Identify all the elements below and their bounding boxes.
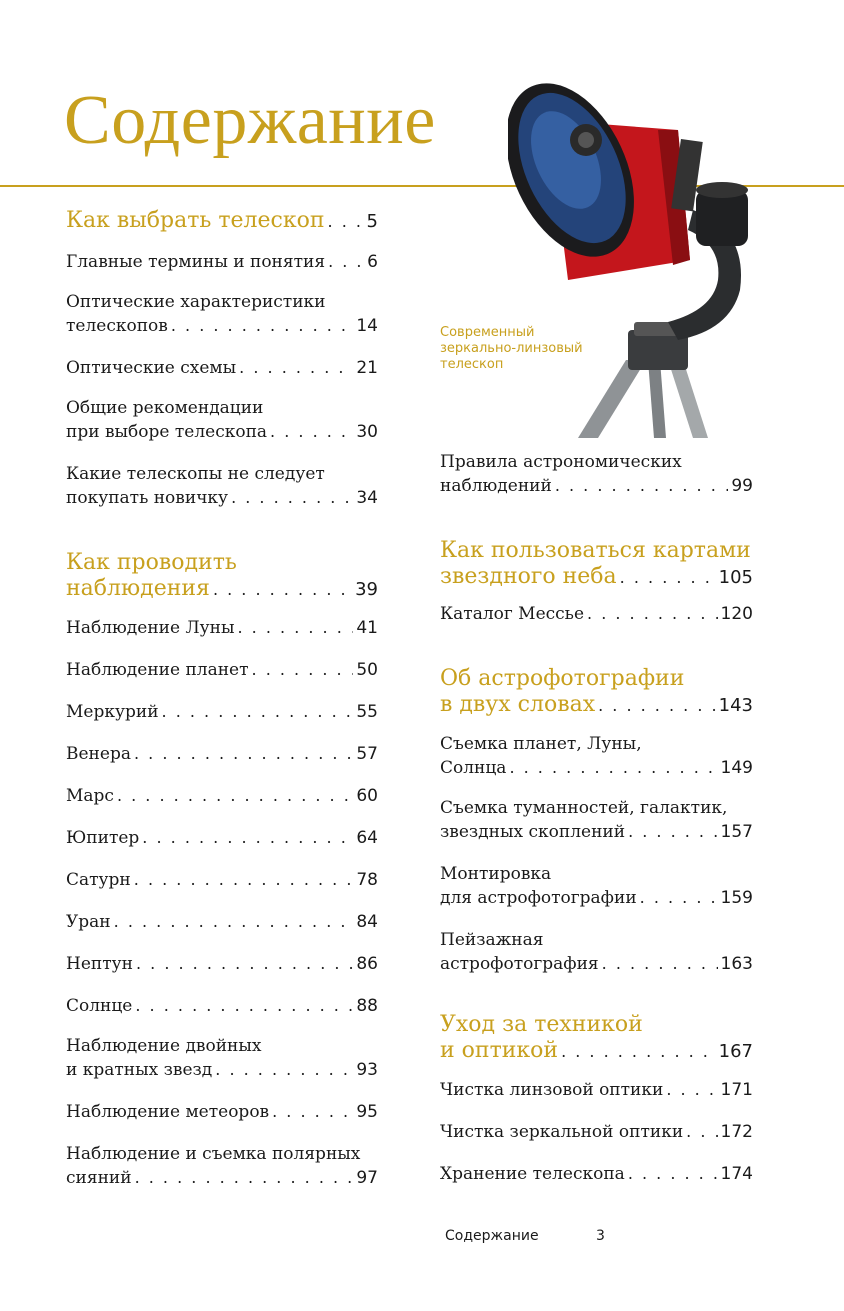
toc-entry-title: Уход за техникой (440, 1012, 643, 1037)
toc-section[interactable] (66, 208, 378, 235)
toc-section[interactable] (440, 538, 753, 591)
dot-leader (587, 602, 718, 626)
dot-leader (162, 700, 354, 724)
toc-entry-title: звездных скоплений (440, 822, 626, 842)
toc-entry[interactable] (66, 868, 378, 892)
toc-entry-title: Юпитер (66, 828, 140, 848)
toc-page-number: 105 (718, 567, 753, 588)
dot-leader (272, 1100, 353, 1124)
toc-entry-title: наблюдений (440, 476, 552, 496)
toc-entry-title: Солнце (66, 996, 133, 1016)
dot-leader (509, 756, 717, 780)
running-footer: Содержание (445, 1228, 539, 1244)
dot-leader (215, 1058, 353, 1082)
dot-leader (213, 577, 352, 603)
toc-section[interactable] (440, 666, 753, 719)
toc-entry[interactable] (440, 796, 753, 844)
toc-entry-title: сияний (66, 1168, 132, 1188)
toc-entry[interactable] (66, 462, 378, 510)
caption-line: зеркально-линзовый (440, 341, 583, 356)
toc-entry-title: Нептун (66, 954, 133, 974)
dot-leader (114, 910, 354, 934)
toc-page-number: 21 (356, 358, 378, 378)
toc-entry-title: Оптические схемы (66, 358, 237, 378)
toc-entry-title: покупать новичку (66, 488, 229, 508)
dot-leader (135, 994, 353, 1018)
dot-leader (252, 658, 354, 682)
page-title: Содержание (64, 82, 436, 159)
dot-leader (134, 868, 354, 892)
toc-entry-title: Какие телескопы не следует (66, 464, 325, 484)
toc-section[interactable] (440, 1012, 753, 1065)
toc-entry[interactable] (440, 450, 753, 498)
toc-entry[interactable] (66, 396, 378, 444)
dot-leader (134, 742, 353, 766)
toc-entry-title: Как пользоваться картами (440, 538, 751, 563)
toc-page-number: 159 (720, 888, 753, 908)
toc-entry[interactable] (66, 616, 378, 640)
toc-entry-title: Оптические характеристики (66, 292, 326, 312)
toc-entry-title: в двух словах (440, 692, 596, 717)
toc-page-number: 149 (720, 758, 753, 778)
toc-page-number: 14 (356, 316, 378, 336)
toc-entry-title: Чистка линзовой оптики (440, 1080, 664, 1100)
toc-page-number: 172 (720, 1122, 753, 1142)
toc-entry[interactable] (440, 1162, 753, 1186)
toc-entry[interactable] (440, 602, 753, 626)
toc-entry-title: Наблюдение планет (66, 660, 249, 680)
toc-entry-title: Наблюдение метеоров (66, 1102, 270, 1122)
toc-entry[interactable] (440, 1078, 753, 1102)
toc-page-number: 84 (356, 912, 378, 932)
dot-leader (598, 693, 716, 719)
toc-entry-title: Хранение телескопа (440, 1164, 625, 1184)
toc-entry-title: Меркурий (66, 702, 159, 722)
toc-page-number: 157 (720, 822, 753, 842)
toc-entry-title: Каталог Мессье (440, 604, 585, 624)
toc-entry[interactable] (440, 732, 753, 780)
toc-entry[interactable] (66, 356, 378, 380)
toc-page-number: 64 (356, 828, 378, 848)
toc-entry[interactable] (66, 826, 378, 850)
photo-caption (440, 325, 610, 373)
toc-entry[interactable] (66, 994, 378, 1018)
toc-page-number: 95 (356, 1102, 378, 1122)
toc-entry[interactable] (440, 862, 753, 910)
toc-entry[interactable] (440, 928, 753, 976)
dot-leader (686, 1120, 717, 1144)
caption-line: телескоп (440, 357, 504, 372)
toc-section[interactable] (66, 550, 378, 603)
toc-page-number: 5 (366, 211, 378, 232)
toc-entry-title: для астрофотографии (440, 888, 637, 908)
caption-line: Современный (440, 325, 535, 340)
toc-entry[interactable] (66, 1142, 378, 1190)
toc-entry-title: Марс (66, 786, 114, 806)
dot-leader (328, 250, 364, 274)
page-number: 3 (596, 1228, 605, 1244)
dot-leader (270, 420, 353, 444)
toc-entry-title: при выборе телескопа (66, 422, 268, 442)
toc-page-number: 57 (356, 744, 378, 764)
toc-entry-title: Венера (66, 744, 131, 764)
toc-entry[interactable] (66, 250, 378, 274)
dot-leader (171, 314, 354, 338)
dot-leader (328, 209, 364, 235)
toc-entry[interactable] (440, 1120, 753, 1144)
dot-leader (602, 952, 718, 976)
toc-page-number: 99 (731, 476, 753, 496)
toc-entry-title: Главные термины и понятия (66, 252, 326, 272)
dot-leader (135, 1166, 354, 1190)
toc-page-number: 78 (356, 870, 378, 890)
toc-entry-title: Наблюдение Луны (66, 618, 235, 638)
toc-entry[interactable] (66, 910, 378, 934)
toc-page-number: 50 (356, 660, 378, 680)
dot-leader (620, 565, 716, 591)
toc-entry-title: Монтировка (440, 864, 552, 884)
toc-page-number: 171 (720, 1080, 753, 1100)
toc-page-number: 60 (356, 786, 378, 806)
dot-leader (142, 826, 353, 850)
toc-entry[interactable] (66, 952, 378, 976)
dot-leader (666, 1078, 717, 1102)
toc-entry-title: Наблюдение двойных (66, 1036, 262, 1056)
toc-page-number: 167 (718, 1041, 753, 1062)
dot-leader (117, 784, 353, 808)
toc-page-number: 30 (356, 422, 378, 442)
toc-page-number: 143 (718, 695, 753, 716)
toc-entry-title: звездного неба (440, 564, 617, 589)
toc-entry-title: Об астрофотографии (440, 666, 685, 691)
toc-entry[interactable] (66, 742, 378, 766)
dot-leader (640, 886, 718, 910)
toc-entry-title: Как проводить (66, 550, 237, 575)
dot-leader (628, 820, 717, 844)
toc-entry[interactable] (66, 784, 378, 808)
toc-page-number: 41 (356, 618, 378, 638)
toc-entry-title: Уран (66, 912, 111, 932)
toc-page-number: 93 (356, 1060, 378, 1080)
toc-entry[interactable] (66, 700, 378, 724)
toc-entry[interactable] (66, 1100, 378, 1124)
toc-entry[interactable] (66, 1034, 378, 1082)
telescope-photo (508, 60, 788, 438)
dot-leader (628, 1162, 718, 1186)
toc-entry-title: Солнца (440, 758, 507, 778)
toc-entry-title: и кратных звезд (66, 1060, 213, 1080)
toc-entry-title: Пейзажная (440, 930, 544, 950)
toc-entry-title: наблюдения (66, 576, 210, 601)
toc-entry-title: Наблюдение и съемка полярных (66, 1144, 361, 1164)
toc-entry-title: Съемка туманностей, галактик, (440, 798, 728, 818)
toc-entry-title: Правила астрономических (440, 452, 682, 472)
toc-entry-title: и оптикой (440, 1038, 559, 1063)
toc-page-number: 6 (367, 252, 378, 272)
toc-entry[interactable] (66, 658, 378, 682)
toc-entry-title: Сатурн (66, 870, 131, 890)
toc-entry[interactable] (66, 290, 378, 338)
toc-page-number: 55 (356, 702, 378, 722)
dot-leader (231, 486, 353, 510)
dot-leader (238, 616, 354, 640)
toc-page-number: 88 (356, 996, 378, 1016)
toc-page-number: 39 (355, 579, 378, 600)
dot-leader (555, 474, 729, 498)
toc-entry-title: Общие рекомендации (66, 398, 264, 418)
toc-page-number: 86 (356, 954, 378, 974)
dot-leader (561, 1039, 716, 1065)
toc-entry-title: астрофотография (440, 954, 599, 974)
toc-page-number: 97 (356, 1168, 378, 1188)
toc-entry-title: Чистка зеркальной оптики (440, 1122, 684, 1142)
dot-leader (136, 952, 353, 976)
toc-page-number: 120 (720, 604, 753, 624)
dot-leader (239, 356, 353, 380)
toc-entry-title: телескопов (66, 316, 168, 336)
toc-page-number: 174 (720, 1164, 753, 1184)
toc-entry-title: Как выбрать телескоп (66, 208, 325, 233)
toc-page-number: 34 (356, 488, 378, 508)
toc-entry-title: Съемка планет, Луны, (440, 734, 642, 754)
toc-page-number: 163 (720, 954, 753, 974)
